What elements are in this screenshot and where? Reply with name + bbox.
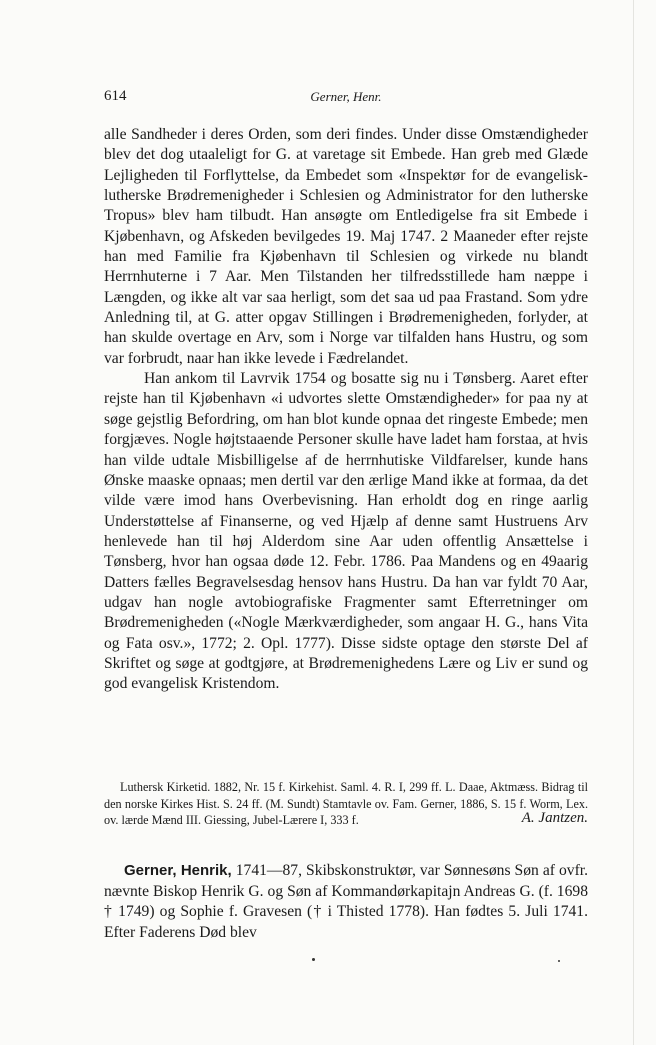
entry-name: Gerner, Henrik, <box>124 862 232 879</box>
next-entry <box>104 861 588 943</box>
references-text: Luthersk Kirketid. 1882, Nr. 15 f. Kirkehist. Saml. 4. R. I, 299 ff. L. Daae, Aktmæss. Bidrag til den norske Kirkes Hist. S. 24 ff. (M. Sundt) Stamtavle ov. Fam. Gerner, 1886, S. 15 f. Worm, Lex. ov. lærde Mænd III. Giessing, Jubel-Lærere I, 333 f. <box>104 780 588 827</box>
page-number: 614 <box>104 88 127 104</box>
references-block <box>104 779 588 829</box>
page-edge-shadow <box>633 0 634 1045</box>
stray-mark <box>312 958 315 961</box>
article-body <box>104 125 588 695</box>
author-signature: A. Jantzen. <box>521 810 588 826</box>
page-header <box>104 88 588 108</box>
stray-mark <box>558 960 560 962</box>
paragraph-2: Han ankom til Lavrvik 1754 og bosatte sig nu i Tønsberg. Aaret efter rejste han til Kjøbenhavn «i udvortes slette Omstændigheder» for paa ny at søge gejstlig Befordring, om han blot kunde opnaa det ringeste Embede; men forgjæves. Nogle højtstaaende Personer skulle have ladet ham forstaa, at hvis han vilde udtale Misbilligelse af de herrnhutiske Vildfarelser, kunde hans Ønske maaske opnaas; men dertil var den ærlige Mand ikke at formaa, da det vilde være imod hans Overbevisning. Han erholdt dog en ringe aarlig Understøttelse af Finanserne, og ved Hjælp af denne samt Hustruens Arv henlevede han til høj Alderdom sine Aar uden offentlig Ansættelse i Tønsberg, hvor han ogsaa døde 12. Febr. 1786. Paa Mandens og en 49aarig Datters fælles Begravelsesdag hensov hans Hustru. Da han var fyldt 70 Aar, udgav han nogle avtobiografiske Fragmenter samt Efterretninger om Brødremenigheden («Nogle Mærkværdigheder, som angaar H. G., hans Vita og Fata osv.», 1772; 2. Opl. 1777). Disse sidste optage den største Del af Skriftet og søge at godtgjøre, at Brødremenighedens Lære og Liv er sund og god evangelisk Kristendom. <box>104 370 588 693</box>
entry-text: 1741—87, Skibskonstruktør, var Sønnesøns Søn af ovfr. nævnte Biskop Henrik G. og Søn af Kommandørkapitajn Andreas G. (f. 1698 † 1749) og Sophie f. Gravesen († i Thisted 1778). Han fødtes 5. Juli 1741. Efter Faderens Død blev <box>104 862 588 941</box>
running-head: Gerner, Henr. <box>310 89 382 104</box>
paragraph-1: alle Sandheder i deres Orden, som deri findes. Under disse Omstændigheder blev det dog utaaleligt for G. at varetage sit Embede. Han greb med Glæde Lejligheden til Forflyttelse, da Embedet som «Inspektør for de evangelisk-lutherske Brødremenigheder i Schlesien og Administrator for den lutherske Tropus» blev ham tilbudt. Han ansøgte om Entledigelse fra sit Embede i Kjøbenhavn, og Afskeden bevilgedes 19. Maj 1747. 2 Maaneder efter rejste han med Familie fra Kjøbenhavn til Schlesien og virkede nu blandt Herrnhuterne i 7 Aar. Men Tilstanden her tilfredsstillede ham næppe i Længden, og ikke alt var saa herligt, som det saa ud paa Frastand. Som ydre Anledning til, at G. atter opgav Stillingen i Brødremenigheden, forlyder, at han skulde overtage en Arv, som i Norge var tilfalden hans Hustru, og som var forbrudt, naar han ikke levede i Fædrelandet. <box>104 126 588 367</box>
